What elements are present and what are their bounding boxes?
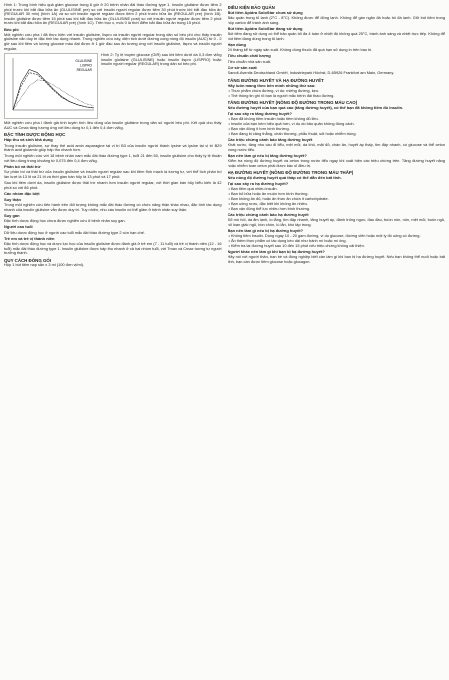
list-item: • Bạn bỏ bữa hoặc ăn muộn hơn bình thường.	[232, 192, 446, 197]
series-line-regular	[13, 80, 94, 110]
list-item: • Kiểm tra lại đường huyết sau 10 đến 15 phút nếu triệu chứng không cải thiện.	[232, 244, 446, 249]
legend-entry: REGULAR	[76, 68, 92, 73]
paragraph: Trong insulin glulisine, sự thay thế acid amin asparagine tại vị trí B3 của insulin người thành lysine và lysine tại vị trí B29 thành acid glutamic giúp hấp thu nhanh hơn.	[4, 142, 222, 153]
subheading: Suy thận	[4, 196, 21, 202]
subheading: Nếu đường huyết của bạn quá cao (tăng đường huyết), có thể bạn đã không tiêm đủ insulin.	[227, 105, 404, 111]
paragraph: Dữ liệu dược động học ở người cao tuổi mắc đái tháo đường type 2 còn hạn chế.	[4, 229, 145, 235]
paragraph: Hộp 1 bút tiêm nạp sẵn x 3 ml (100 đơn vị/ml).	[4, 262, 84, 268]
subheading: Bạn nên làm gì nếu bị hạ đường huyết?	[227, 227, 304, 233]
list-item: • Bạn không ăn đủ, hoặc ăn thức ăn chứa ít carbohydrate.	[232, 197, 446, 202]
paragraph: Trong một nghiên cứu với 18 bệnh nhân nam mắc đái tháo đường type 1, tuổi 21 đến 50, insulin glulisine cho thấy tỷ lệ thuận với liều dùng trong khoảng từ 0,075 đến 0,4 đơn vị/kg.	[4, 153, 222, 163]
subheading: Các nhóm đặc biệt	[4, 190, 40, 196]
left-column	[4, 3, 222, 677]
figure-2	[4, 53, 222, 119]
left-column-text-after-figure	[4, 121, 222, 268]
list-item: • Bạn vận động thể lực nhiều hơn bình thường.	[232, 207, 446, 212]
paragraph: Sau khi tiêm dưới da, insulin glulisine được thải trừ nhanh hơn insulin người regular, với thời gian bán hủy biểu kiến là 42 phút so với 86 phút.	[4, 180, 222, 190]
paragraph: Bảo quản trong tủ lạnh (2°C - 8°C). Không được để đông lạnh. Không để gần ngăn đá hoặc túi đá lạnh. Giữ bút tiêm trong hộp carton để tránh ánh sáng.	[227, 15, 445, 25]
glucose-infusion-chart	[4, 53, 98, 119]
paragraph: Sanofi-Aventis Deutschland GmbH, Industriepark Höchst, D-65926 Frankfurt am Main, Germany.	[227, 70, 395, 76]
list-item: • Bạn đã không tiêm insulin hoặc tiêm không đủ liều.	[232, 117, 446, 122]
subheading: Cơ sở sản xuất	[227, 64, 257, 70]
section-heading: TĂNG ĐƯỜNG HUYẾT (NỒNG ĐỘ ĐƯỜNG TRONG MÁU CAO)	[227, 100, 358, 106]
paragraph: Đặc tính dược động học chưa được nghiên cứu ở bệnh nhân suy gan.	[4, 218, 126, 224]
series-line-lispro	[13, 73, 94, 110]
right-column-text	[228, 5, 446, 264]
subheading: Các triệu chứng cảnh báo tăng đường huyết	[227, 136, 313, 142]
section-heading: ĐIỀU KIỆN BẢO QUẢN	[227, 4, 275, 10]
section-heading: QUY CÁCH ĐÓNG GÓI	[4, 257, 51, 263]
subheading: Tiêu chuẩn chất lượng	[227, 53, 271, 59]
right-column	[228, 3, 446, 677]
subheading: Hấp thu và sinh khả dụng	[4, 137, 53, 143]
subheading: Người khác nên làm gì khi bạn bị hạ đường huyết?	[227, 248, 325, 254]
list-item: • Không tiêm insulin. Dùng ngay 10 - 20 gam đường, ví dụ glucose, đường viên hoặc một ly đồ uống có đường.	[232, 234, 446, 239]
paragraph: Hãy nói với người thân, bạn bè và đồng nghiệp biết cần làm gì khi bạn bị hạ đường huyết. Nếu bạn không thể nuốt hoặc bất tỉnh, bạn cần được tiêm glucose hoặc glucagon.	[227, 253, 445, 264]
paragraph: Đặc tính dược động học và dược lực học của insulin glulisine được đánh giá ở trẻ em (7 - 11 tuổi) và trẻ vị thành niên (12 - 16 tuổi) mắc đái tháo đường type 1. Insulin glulisine được hấp thu nhanh ở cả hai nhóm tuổi, với Tmax và Cmax tương tự người trưởng thành.	[4, 240, 222, 256]
subheading: Béo phì	[4, 26, 19, 32]
paragraph: Khát nước, tăng nhu cầu đi tiểu, mệt mỏi, da khô, mặt đỏ, chán ăn, huyết áp thấp, tim đập nhanh, có glucose và thể ceton trong nước tiểu.	[227, 142, 445, 152]
subheading: Phân bố và thải trừ	[4, 164, 41, 170]
section-heading: ĐẶC TÍNH DƯỢC ĐỘNG HỌC	[4, 132, 66, 138]
subheading: Suy gan	[4, 212, 20, 218]
legend-entry: LISPRO	[80, 63, 92, 68]
paragraph: 24 tháng kể từ ngày sản xuất. Không dùng thuốc đã quá hạn sử dụng in trên bao bì.	[227, 47, 373, 53]
section-heading: TĂNG ĐƯỜNG HUYẾT VÀ HẠ ĐƯỜNG HUYẾT	[227, 77, 324, 83]
paragraph: Đổ mồ hôi, da ẩm lạnh, lo lắng, tim đập nhanh, tăng huyết áp, đánh trống ngực, đau đầu, buồn nôn, nôn, mệt mỏi, buồn ngủ, rối loạn giấc ngủ, bồn chồn, lú lẫn, khó tập trung.	[227, 217, 445, 227]
list-item: • Bạn uống rượu, đặc biệt khi không ăn nhiều.	[232, 202, 446, 207]
subheading: Bút tiêm Apidra SoloStar chưa sử dụng	[227, 9, 303, 15]
list-item: • Insulin của bạn kém hiệu quả hơn, ví dụ do bảo quản không đúng cách.	[232, 122, 446, 127]
list-item: • Bạn tiêm quá nhiều insulin.	[232, 187, 446, 192]
subheading: Bạn nên làm gì nếu bị tăng đường huyết?	[227, 152, 307, 158]
paragraph: Hình 1: Trung bình hiệu quả giảm glucose trong 6 giờ ở 20 bệnh nhân đái tháo đường type 1. Insulin glulisine được tiêm 2 phút trước khi bắt đầu bữa ăn (GLULISINE pre) so với insulin người regular được tiêm 30 phút trước khi bắt đầu bữa ăn (REGULAR 30 min) (hình 1A) và so với insulin người regular được tiêm 2 phút trước bữa ăn (REGULAR pre) (hình 1B). Insulin glulisine được tiêm 15 phút sau khi bắt đầu bữa ăn (GLULISINE post) so với insulin người regular được tiêm 2 phút trước khi bắt đầu bữa ăn (REGULAR pre) (hình 1C). Trên trục x, mốc 0 là thời điểm bắt đầu bữa ăn trong 15 phút.	[4, 3, 222, 26]
subheading: Bút tiêm Apidra SoloStar đang sử dụng	[227, 25, 303, 31]
list-item: • Ăn thêm thực phẩm có tác dụng kéo dài như bánh mì hoặc mì ống.	[232, 239, 446, 244]
paragraph: Bút tiêm đang sử dụng có thể bảo quản tối đa 4 tuần ở nhiệt độ không quá 25°C, tránh ánh sáng và nhiệt trực tiếp. Không để bút tiêm đang dùng trong tủ lạnh.	[227, 31, 445, 41]
subheading: Các triệu chứng cảnh báo hạ đường huyết	[227, 211, 309, 217]
paragraph: Trong một nghiên cứu tiến hành trên đối tượng không mắc đái tháo đường có chức năng thận khác nhau, đặc tính tác dụng nhanh của insulin glulisine vẫn được duy trì. Tuy nhiên, nhu cầu insulin có thể giảm ở bệnh nhân suy thận.	[4, 201, 222, 212]
subheading: Tại sao xảy ra tăng đường huyết?	[227, 110, 292, 116]
subheading: Nếu nồng độ đường huyết quá thấp có thể dẫn đến bất tỉnh.	[227, 175, 342, 181]
list-item: • Bạn đang bị căng thẳng, chấn thương, phẫu thuật, sốt hoặc nhiễm trùng.	[232, 132, 446, 137]
paragraph: Kiểm tra nồng độ đường huyết và ceton trong nước tiểu ngay khi xuất hiện các triệu chứng trên. Tăng đường huyết nặng hoặc nhiễm toan ceton phải được bác sĩ điều trị.	[227, 158, 445, 168]
section-heading: HẠ ĐƯỜNG HUYẾT (NỒNG ĐỘ ĐƯỜNG TRONG MÁU THẤP)	[227, 170, 354, 176]
legend-entry: GLULISINE	[75, 59, 92, 64]
paragraph: Tiêu chuẩn nhà sản xuất.	[227, 58, 272, 64]
left-column-text	[4, 3, 222, 51]
subheading: Hạn dùng	[227, 41, 246, 47]
paragraph: Một nghiên cứu pha I đã thực hiện với insulin glulisine, lispro và insulin người regular trong dân số béo phì cho thấy insulin glulisine vẫn duy trì đặc tính tác dụng nhanh. Trong nghiên cứu này, diện tích dưới đường cong nồng độ insulin (AUC) từ 0 - 2 giờ sau khi tiêm và lượng glucose máu đạt được ở 1 giờ đầu sau ăn tương ứng với insulin glulisine, lispro và insulin người regular.	[4, 31, 222, 51]
paragraph: Một nghiên cứu pha I đánh giá tính tuyến tính liều dùng của insulin glulisine trong dân số người béo phì. Kết quả cho thấy AUC và Cmax tăng tương ứng với liều dùng từ 0,1 đến 0,4 đơn vị/kg.	[4, 120, 222, 130]
subheading: Tại sao xảy ra hạ đường huyết?	[227, 180, 289, 186]
series-line-glulisine	[13, 70, 94, 111]
paragraph: Sự phân bố và thải trừ của insulin glulisine và insulin người regular sau khi tiêm tĩnh mạch là tương tự, với thể tích phân bố lần lượt là 13 lít và 21 lít và thời gian bán hủy là 13 phút và 17 phút.	[4, 169, 222, 179]
figure-caption: Hình 2: Tỷ lệ truyền glucose (GIR) sau khi tiêm dưới da 0,3 đơn vị/kg insulin glulisine (GLULISINE) hoặc insulin lispro (LISPRO) hoặc insulin người regular (REGULAR) trong dân số béo phì.	[101, 52, 222, 67]
subheading: Trẻ em và trẻ vị thành niên	[4, 235, 55, 241]
list-item: • Thẻ thông tin ghi rõ bạn là người mắc bệnh đái tháo đường.	[232, 94, 446, 99]
subheading: Hãy luôn mang theo bên mình những thứ sau:	[227, 82, 316, 88]
list-item: • Bạn vận động ít hơn bình thường.	[232, 127, 446, 132]
list-item: • Thực phẩm chứa đường, ví dụ: miếng đường, kẹo.	[232, 89, 446, 94]
subheading: Người cao tuổi	[4, 224, 33, 230]
